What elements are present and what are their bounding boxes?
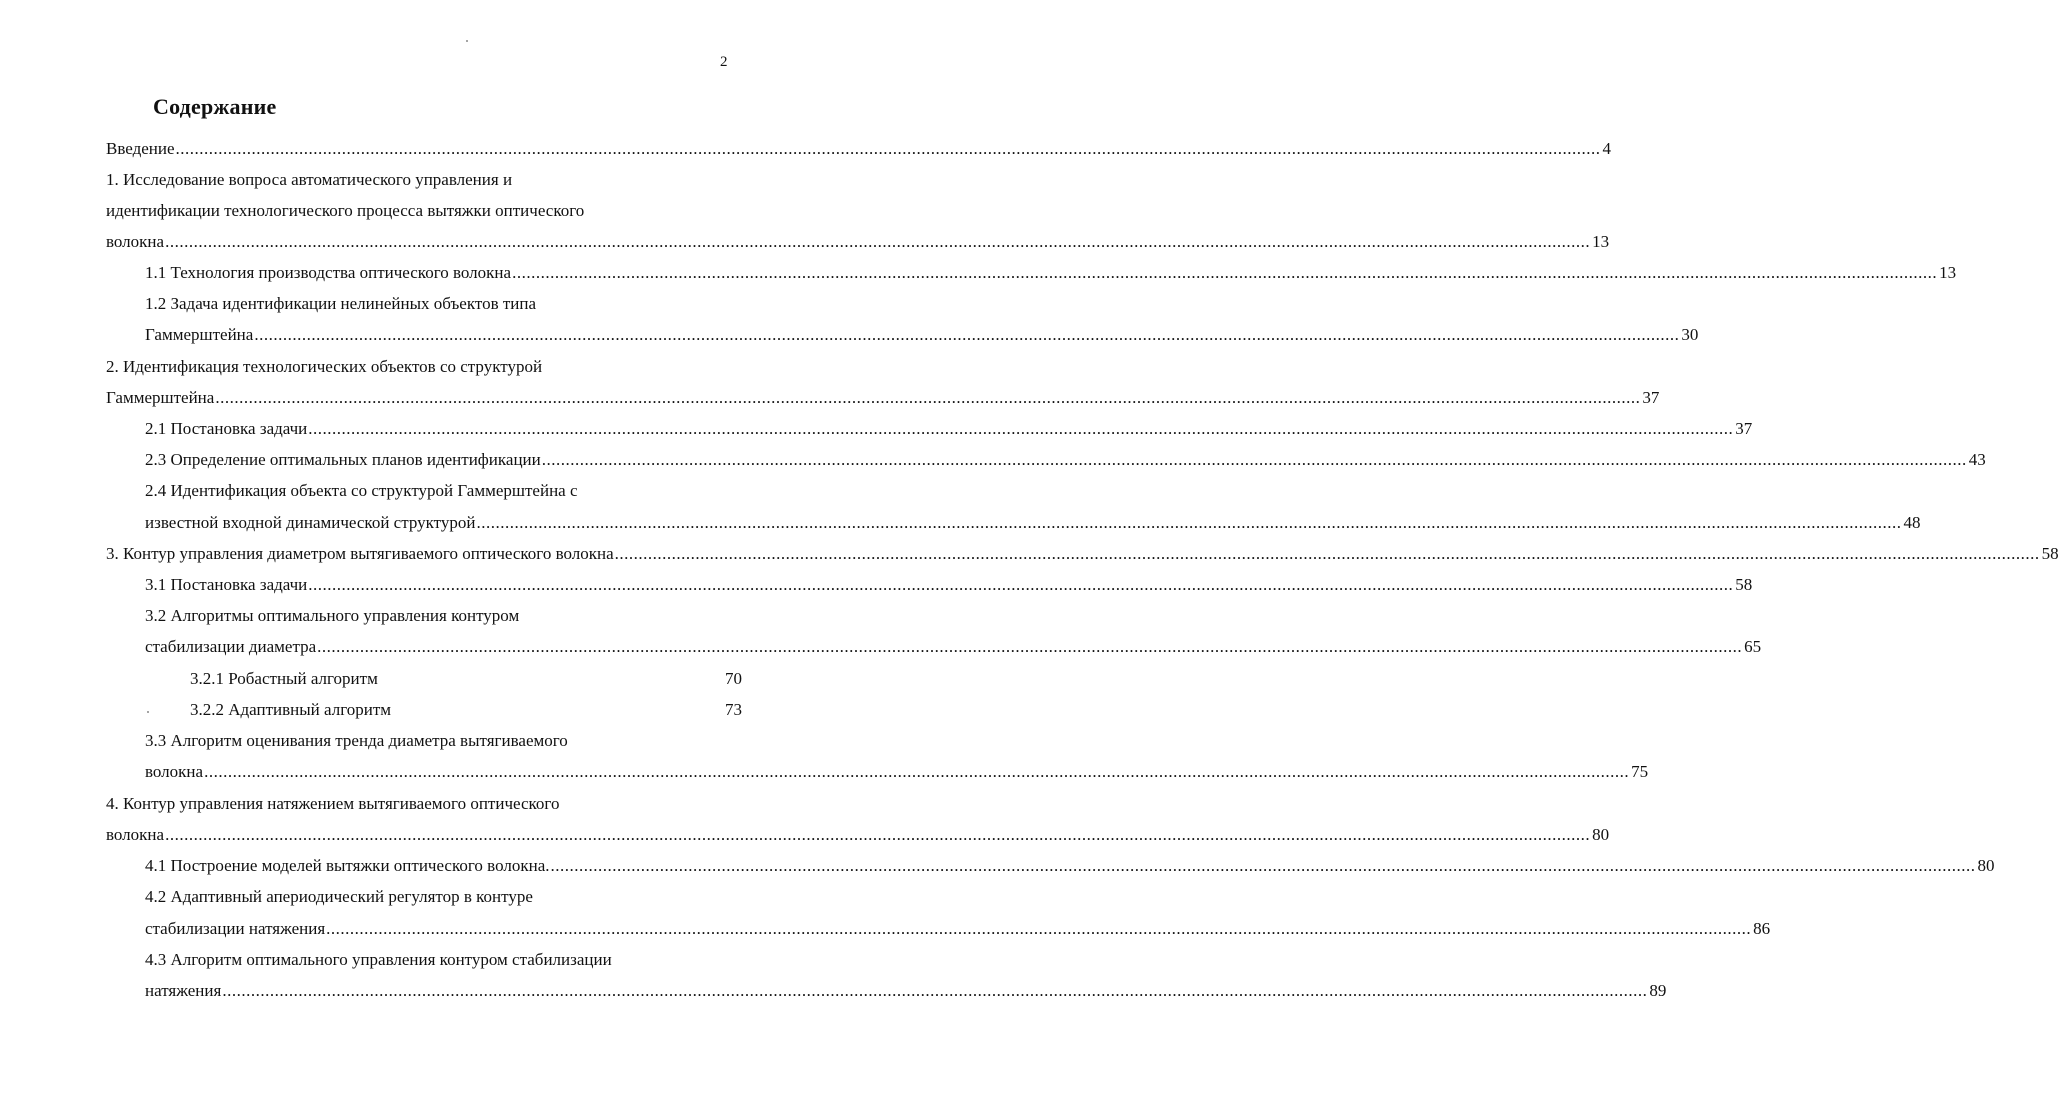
toc-leader-dots: ............................................................................................................................................................................................................................................................................................................ xyxy=(512,263,1938,282)
toc-entry-page: 48 xyxy=(1903,513,1921,532)
toc-entry-page: 80 xyxy=(1977,856,1995,875)
toc-entry-text: Введение xyxy=(106,139,175,158)
toc-entry xyxy=(106,228,1610,256)
toc-entry xyxy=(145,727,568,755)
toc-entry xyxy=(106,166,512,194)
toc-entry-text: 3.2.2 Адаптивный алгоритм xyxy=(190,700,392,719)
toc-leader-dots: ............................................................................................................................................................................................................................................................................................................ xyxy=(175,139,1601,158)
toc-entry xyxy=(145,509,1921,537)
toc-entry-page: 70 xyxy=(725,669,742,688)
toc-entry xyxy=(145,602,519,630)
toc-leader-dots: ............................................................................................................................................................................................................................................................................................................ xyxy=(204,762,1630,781)
toc-entry-text: 4.3 Алгоритм оптимального управления контуром стабилизации xyxy=(145,950,612,969)
toc-entry xyxy=(106,197,584,225)
toc-entry-text: идентификации технологического процесса вытяжки оптического xyxy=(106,201,585,220)
toc-entry-text: 3.2.1 Робастный алгоритм xyxy=(190,669,378,688)
toc-entry-text: Гаммерштейна xyxy=(106,388,215,407)
scan-speck xyxy=(147,711,149,713)
toc-entry xyxy=(106,821,1610,849)
toc-entry-page: 37 xyxy=(1735,419,1753,438)
scan-speck xyxy=(466,40,468,42)
toc-entry xyxy=(106,384,1660,412)
toc-entry xyxy=(145,259,1957,287)
toc-leader-dots: ............................................................................................................................................................................................................................................................................................................ xyxy=(165,232,1591,251)
toc-entry-page: 43 xyxy=(1968,450,1986,469)
toc-leader-dots: ............................................................................................................................................................................................................................................................................................................ xyxy=(317,637,1743,656)
toc-entry-text: 1. Исследование вопроса автоматического управления и xyxy=(106,170,513,189)
toc-entry xyxy=(145,977,1667,1005)
toc-entry-text: стабилизации диаметра xyxy=(145,637,317,656)
toc-leader-dots: ............................................................................................................................................................................................................................................................................................................ xyxy=(476,513,1902,532)
toc-entry-page: 58 xyxy=(1735,575,1753,594)
toc-entry-text: волокна xyxy=(106,232,165,251)
toc-entry xyxy=(145,946,612,974)
toc-entry xyxy=(106,353,542,381)
toc-entry-text: Гаммерштейна xyxy=(145,325,254,344)
toc-entry-text: стабилизации натяжения xyxy=(145,919,326,938)
toc-entry xyxy=(145,633,1762,661)
toc-entry xyxy=(106,135,1612,163)
toc-entry xyxy=(145,290,536,318)
toc-entry-text: 1.1 Технология производства оптического волокна xyxy=(145,263,512,282)
toc-entry-page: 4 xyxy=(1602,139,1612,158)
toc-entry xyxy=(190,665,742,693)
toc-entry-text: 4. Контур управления натяжением вытягиваемого оптического xyxy=(106,794,560,813)
toc-entry-text: 3.3 Алгоритм оценивания тренда диаметра вытягиваемого xyxy=(145,731,568,750)
toc-entry-text: 3.1 Постановка задачи xyxy=(145,575,308,594)
toc-leader-dots: ............................................................................................................................................................................................................................................................................................................ xyxy=(308,575,1734,594)
toc-entry xyxy=(145,915,1771,943)
toc-entry xyxy=(106,540,2059,568)
toc-entry xyxy=(145,415,1753,443)
toc-leader-dots: ............................................................................................................................................................................................................................................................................................................ xyxy=(550,856,1976,875)
toc-leader-dots: ............................................................................................................................................................................................................................................................................................................ xyxy=(308,419,1734,438)
toc-entry-page: 86 xyxy=(1753,919,1771,938)
toc-entry-text: 4.1 Построение моделей вытяжки оптического волокна. xyxy=(145,856,550,875)
toc-entry-page: 65 xyxy=(1744,637,1762,656)
toc-leader-dots: ............................................................................................................................................................................................................................................................................................................ xyxy=(254,325,1680,344)
toc-entry-text: 2.4 Идентификация объекта со структурой Гаммерштейна с xyxy=(145,481,578,500)
toc-entry-text: натяжения xyxy=(145,981,222,1000)
toc-entry xyxy=(145,852,1995,880)
toc-entry-page: 30 xyxy=(1681,325,1699,344)
toc-entry-text: 3. Контур управления диаметром вытягиваемого оптического волокна xyxy=(106,544,614,563)
toc-entry-text: 1.2 Задача идентификации нелинейных объектов типа xyxy=(145,294,537,313)
toc-leader-dots: ............................................................................................................................................................................................................................................................................................................ xyxy=(165,825,1591,844)
page-title: Содержание xyxy=(153,94,277,119)
toc-entry-page: 80 xyxy=(1592,825,1610,844)
toc-entry-page: 75 xyxy=(1631,762,1649,781)
toc-entry xyxy=(145,571,1753,599)
toc-entry-text: 2.3 Определение оптимальных планов идентификации xyxy=(145,450,541,469)
toc-entry-text: 3.2 Алгоритмы оптимального управления контуром xyxy=(145,606,520,625)
toc-entry-page: 58 xyxy=(2041,544,2059,563)
toc-entry-text: 4.2 Адаптивный апериодический регулятор в контуре xyxy=(145,887,533,906)
page-number: 2 xyxy=(720,54,728,70)
toc-entry xyxy=(145,758,1649,786)
toc-leader-dots: ............................................................................................................................................................................................................................................................................................................ xyxy=(541,450,1967,469)
toc-leader-dots: ............................................................................................................................................................................................................................................................................................................ xyxy=(326,919,1752,938)
toc-entry-page: 73 xyxy=(725,700,742,719)
toc-leader-dots: ............................................................................................................................................................................................................................................................................................................ xyxy=(614,544,2040,563)
toc-entry xyxy=(145,446,1986,474)
toc-entry-text: волокна xyxy=(145,762,204,781)
toc-leader-dots: ............................................................................................................................................................................................................................................................................................................ xyxy=(215,388,1641,407)
toc-entry-page: 37 xyxy=(1642,388,1660,407)
toc-entry xyxy=(145,477,578,505)
toc-entry-page: 13 xyxy=(1939,263,1957,282)
toc-entry-text: волокна xyxy=(106,825,165,844)
toc-entry xyxy=(145,321,1699,349)
toc-entry xyxy=(106,790,559,818)
toc-entry-page: 13 xyxy=(1592,232,1610,251)
toc-entry xyxy=(190,696,742,724)
toc-entry-text: 2. Идентификация технологических объектов со структурой xyxy=(106,357,543,376)
toc-entry-text: известной входной динамической структурой xyxy=(145,513,476,532)
toc-entry-page: 89 xyxy=(1649,981,1667,1000)
toc-leader-dots: ............................................................................................................................................................................................................................................................................................................ xyxy=(222,981,1648,1000)
toc-entry-text: 2.1 Постановка задачи xyxy=(145,419,308,438)
toc-entry xyxy=(145,883,533,911)
